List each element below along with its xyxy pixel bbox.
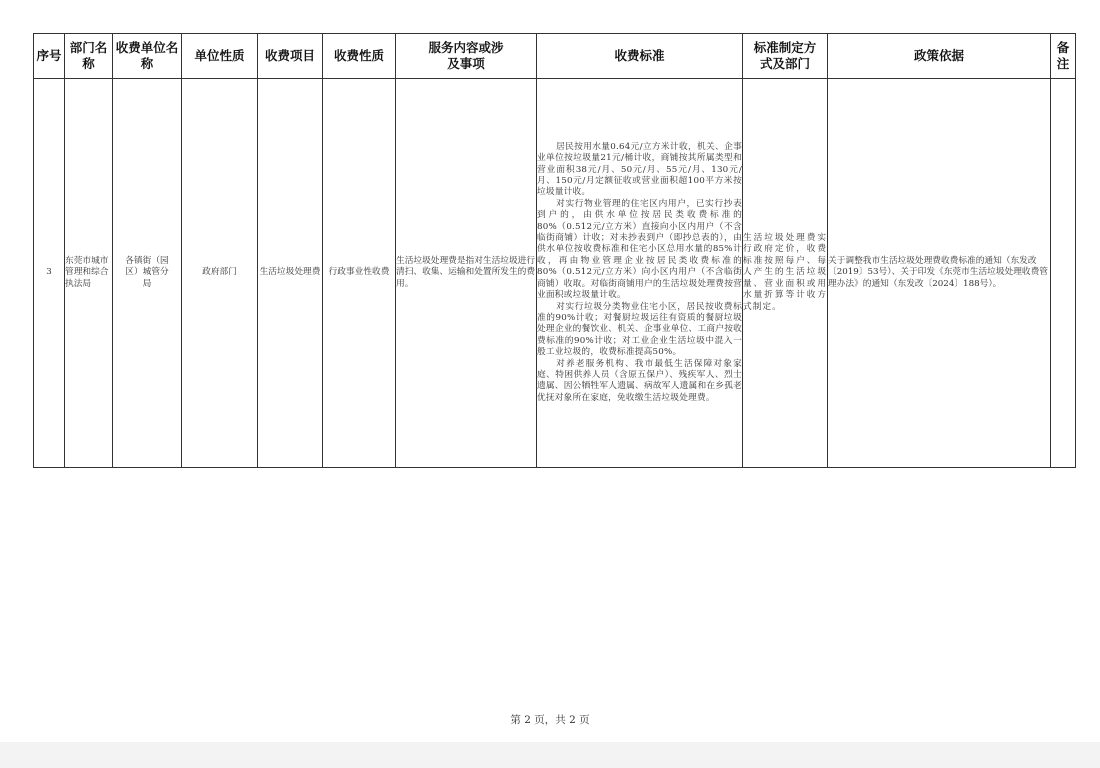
header-policy: 政策依据 bbox=[828, 34, 1051, 79]
fee-table bbox=[33, 33, 1076, 468]
page-number: 第 2 页，共 2 页 bbox=[510, 714, 590, 726]
header-seq: 序号 bbox=[34, 34, 65, 79]
header-nature: 收费性质 bbox=[323, 34, 396, 79]
header-service: 服务内容或涉及事项 bbox=[396, 34, 537, 79]
table-header-row bbox=[34, 34, 1076, 79]
cell-seq: 3 bbox=[34, 79, 65, 468]
table-row bbox=[34, 79, 1076, 468]
standard-paragraph: 对养老服务机构、我市最低生活保障对象家庭、特困供养人员（含原五保户）、残疾军人、烈士遗属、因公牺牲军人遗属、病故军人遗属和在乡孤老优抚对象所在家庭，免收缴生活垃圾处理费。 bbox=[537, 358, 742, 403]
cell-unit: 各镇街（园区）城管分局 bbox=[113, 79, 182, 468]
cell-remark bbox=[1051, 79, 1076, 468]
page-bottom-strip bbox=[0, 742, 1100, 768]
cell-standard bbox=[537, 79, 743, 468]
standard-paragraph: 对实行垃圾分类物业住宅小区，居民按收费标准的90%计收；对餐厨垃圾运往有资质的餐厨垃圾处理企业的餐饮业、机关、企事业单位、工商户按收费标准的90%计收；对工业企业生活垃圾中混入一般工业垃圾的，收费标准提高50%。 bbox=[537, 301, 742, 358]
header-standard: 收费标准 bbox=[537, 34, 743, 79]
cell-method: 生活垃圾处理费实行政府定价，收费标准按照每户、每人产生的生活垃圾量、营业面积或用水量折算等计收方式制定。 bbox=[743, 79, 828, 468]
cell-dept: 东莞市城市管理和综合执法局 bbox=[65, 79, 113, 468]
cell-unit-type: 政府部门 bbox=[182, 79, 258, 468]
cell-item: 生活垃圾处理费 bbox=[258, 79, 323, 468]
header-remark: 备注 bbox=[1051, 34, 1076, 79]
header-method: 标准制定方式及部门 bbox=[743, 34, 828, 79]
header-unit-type: 单位性质 bbox=[182, 34, 258, 79]
standard-paragraph: 居民按用水量0.64元/立方米计收，机关、企事业单位按垃圾量21元/桶计收，商铺按其所属类型和营业面积38元/月、50元/月、55元/月、130元/月、150元/月定额征收或营业面积超100平方米按垃圾量计收。 bbox=[537, 141, 742, 198]
cell-nature: 行政事业性收费 bbox=[323, 79, 396, 468]
header-dept: 部门名称 bbox=[65, 34, 113, 79]
cell-service: 生活垃圾处理费是指对生活垃圾进行清扫、收集、运输和处置所发生的费用。 bbox=[396, 79, 537, 468]
header-item: 收费项目 bbox=[258, 34, 323, 79]
header-unit: 收费单位名称 bbox=[113, 34, 182, 79]
standard-paragraph: 对实行物业管理的住宅区内用户，已实行抄表到户的，由供水单位按居民类收费标准的80%（0.512元/立方米）直接向小区内用户（不含临街商铺）计收；对未抄表到户（即抄总表的），由供水单位按收费标准和住宅小区总用水量的85%计收，再由物业管理企业按居民类收费标准的80%（0.512元/立方米）向小区内用户（不含临街商铺）收取。对临街商铺用户的生活垃圾处理费按营业面积或垃圾量计收。 bbox=[537, 198, 742, 301]
cell-policy: 关于调整我市生活垃圾处理费收费标准的通知（东发改〔2019〕53号）、关于印发《东莞市生活垃圾处理收费管理办法》的通知（东发改〔2024〕188号）。 bbox=[828, 79, 1051, 468]
